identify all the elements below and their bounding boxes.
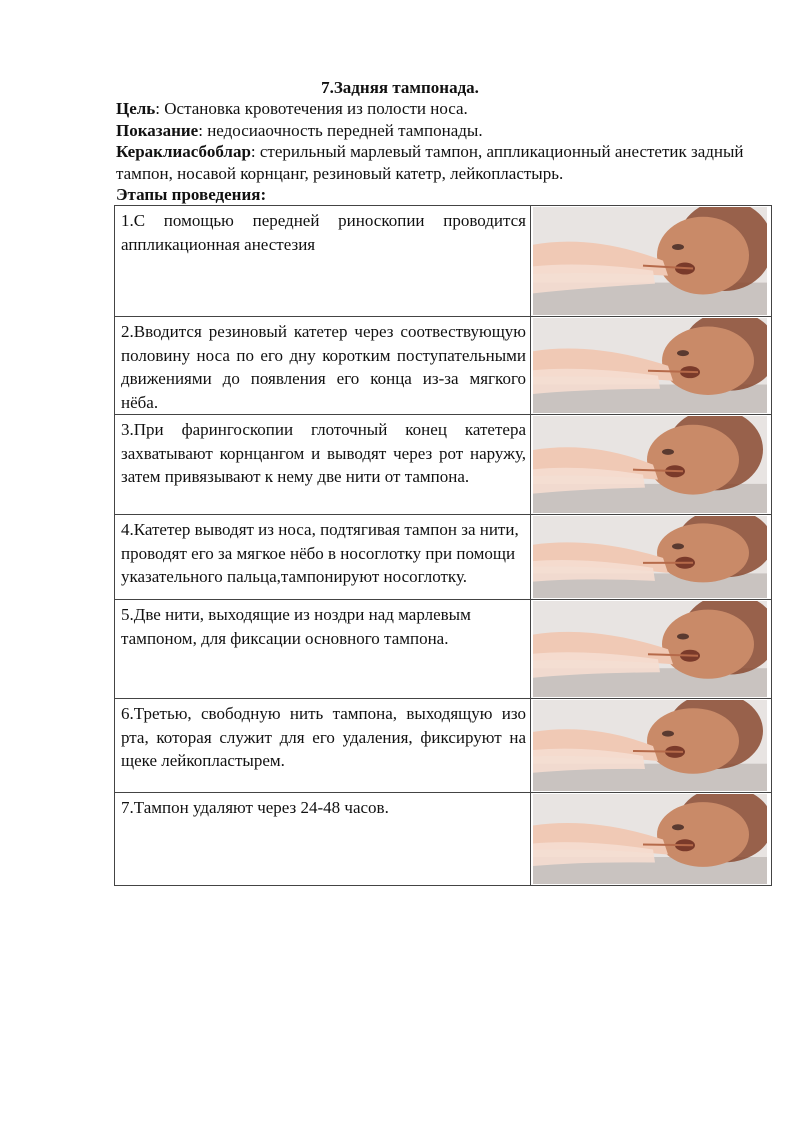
step-text: 4.Катетер выводят из носа, подтягивая тампон за нити, проводят его за мягкое нёбо в носоглотку при помощи указательного пальца,тампонируют носоглотку. xyxy=(115,515,531,600)
photo-manikin-tamponade xyxy=(533,516,767,598)
indication-line xyxy=(116,120,756,142)
step-text: 5.Две нити, выходящие из ноздри над марлевым тампоном, для фиксации основного тампона. xyxy=(115,600,531,699)
photo-manikin-removal xyxy=(533,794,767,884)
step-photo-cell xyxy=(531,206,772,317)
step-photo-cell xyxy=(531,415,772,515)
step-text: 7.Тампон удаляют через 24-48 часов. xyxy=(115,793,531,886)
photo-manikin-anesthesia xyxy=(533,207,767,315)
step-text: 2.Вводится резиновый катетер через соотвествующую половину носа по его дну коротким поступательными движениями до появления его конца из-за мягкого нёба. xyxy=(115,317,531,415)
step-photo-cell xyxy=(531,515,772,600)
table-row xyxy=(115,699,772,793)
indication-label: Показание xyxy=(116,120,199,140)
goal-text: : Остановка кровотечения из полости носа. xyxy=(155,99,468,118)
step-text: 6.Третью, свободную нить тампона, выходящую изо рта, которая служит для его удаления, фиксируют на щеке лейкопластырем. xyxy=(115,699,531,793)
photo-manikin-pharyngoscopy xyxy=(533,416,767,513)
goal-label: Цель xyxy=(116,99,156,118)
equipment-label: Кераклиасбоблар xyxy=(116,142,251,161)
table-row xyxy=(115,600,772,699)
steps-table xyxy=(114,205,772,886)
table-row xyxy=(115,793,772,886)
photo-manikin-catheter-insertion xyxy=(533,318,767,413)
step-text: 3.При фарингоскопии глоточный конец катетера захватывают корнцангом и выводят через рот наружу, затем привязывают к нему две нити от тампона. xyxy=(115,415,531,515)
photo-manikin-fixation xyxy=(533,700,767,791)
page-title: 7.Задняя тампонада. xyxy=(321,78,479,97)
indication-text: : недосиаочность передней тампонады. xyxy=(198,120,483,140)
step-photo-cell xyxy=(531,793,772,886)
photo-manikin-threads xyxy=(533,601,767,697)
step-text: 1.С помощью передней риноскопии проводится аппликационная анестезия xyxy=(115,206,531,317)
stages-label: Этапы проведения: xyxy=(116,185,267,204)
stages-line xyxy=(116,184,756,206)
table-row xyxy=(115,415,772,515)
header-block xyxy=(116,98,756,206)
step-photo-cell xyxy=(531,317,772,415)
table-row xyxy=(115,317,772,415)
equipment-text: : стерильный марлевый тампон, аппликационный анестетик задный тампон, носавой корнцанг, резиновый катетр, лейкопластырь. xyxy=(116,142,744,183)
table-row xyxy=(115,515,772,600)
table-row xyxy=(115,206,772,317)
equipment-line xyxy=(116,141,756,184)
step-photo-cell xyxy=(531,699,772,793)
goal-line xyxy=(116,98,756,120)
step-photo-cell xyxy=(531,600,772,699)
